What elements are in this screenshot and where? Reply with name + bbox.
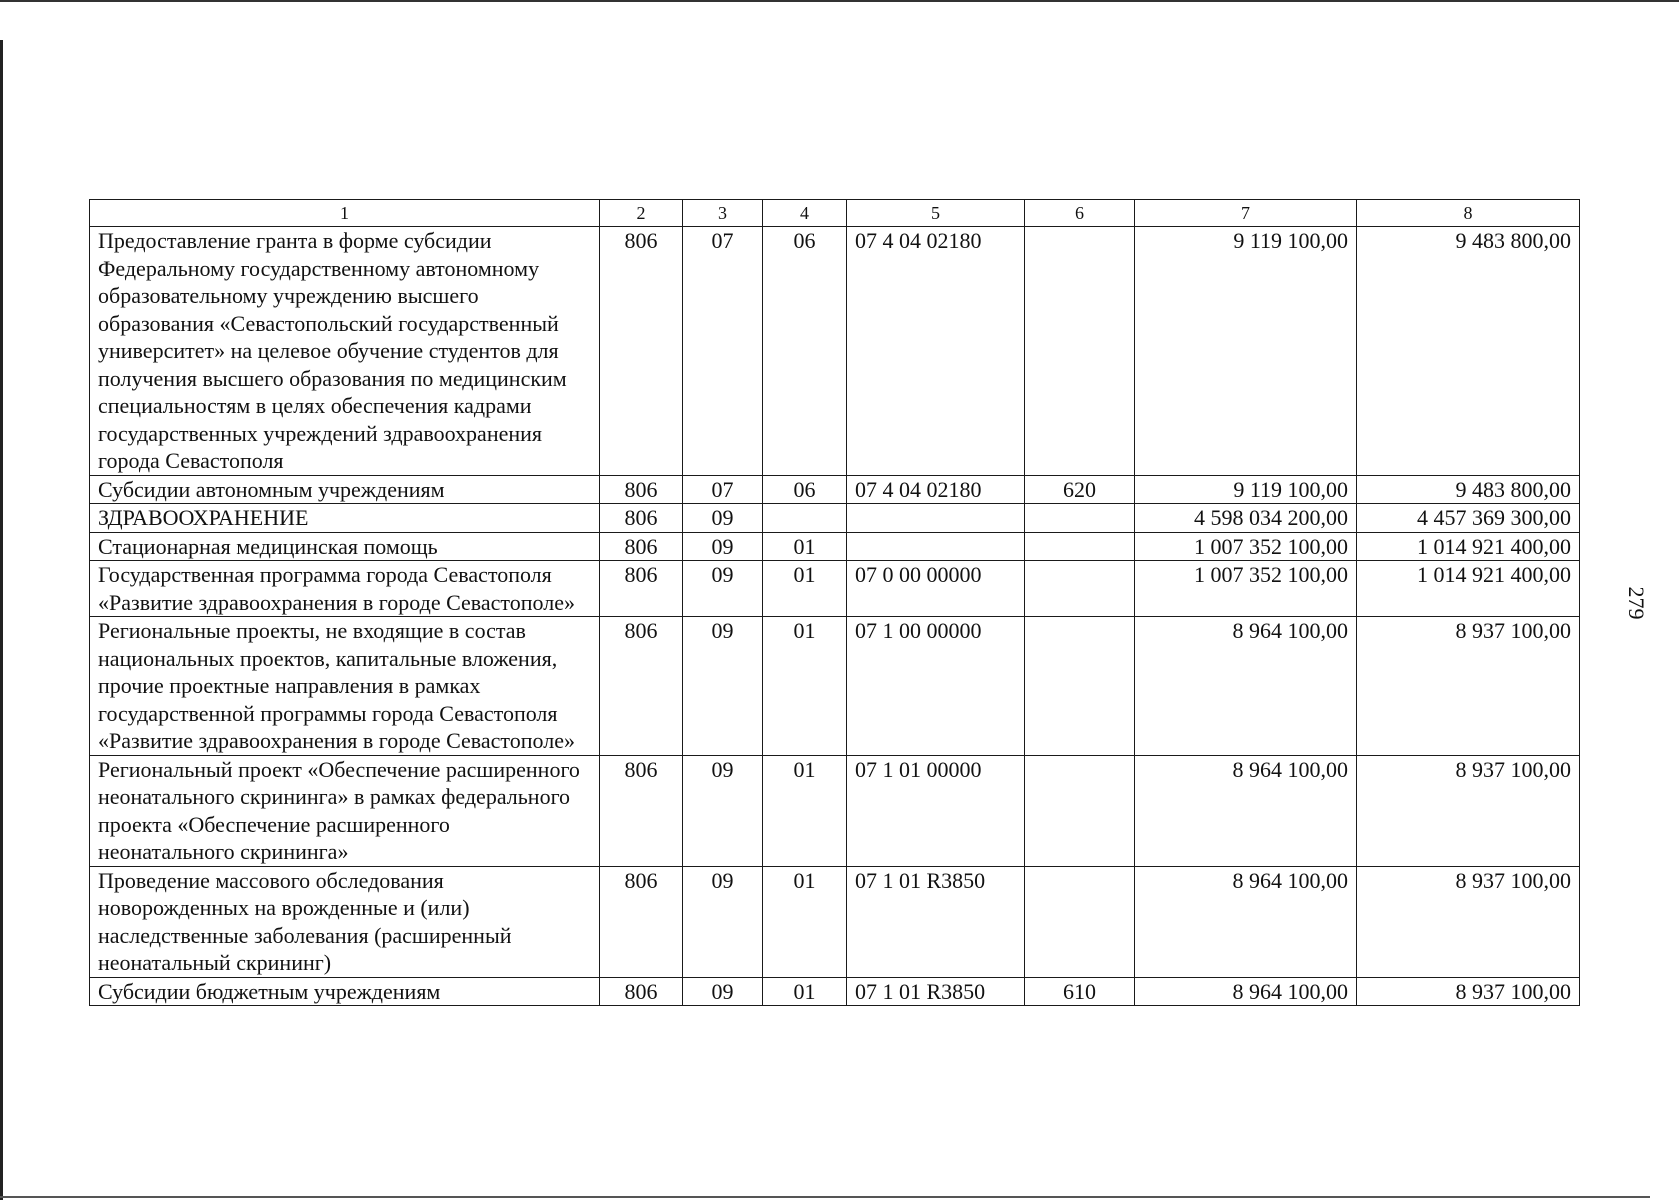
subsection-code: 01	[763, 532, 847, 561]
amount-col-8: 9 483 800,00	[1357, 227, 1580, 476]
amount-col-7: 8 964 100,00	[1135, 977, 1357, 1006]
amount-col-8: 8 937 100,00	[1357, 866, 1580, 977]
section-code: 09	[683, 977, 763, 1006]
expense-type-code	[1025, 504, 1135, 533]
table-row	[90, 227, 1580, 476]
expense-type-code	[1025, 617, 1135, 756]
section-code: 07	[683, 227, 763, 476]
subsection-code: 01	[763, 617, 847, 756]
amount-col-7: 4 598 034 200,00	[1135, 504, 1357, 533]
target-article-code: 07 1 01 R3850	[847, 977, 1025, 1006]
ministry-code: 806	[600, 977, 683, 1006]
table-row	[90, 532, 1580, 561]
row-name: Субсидии автономным учреждениям	[90, 475, 600, 504]
ministry-code: 806	[600, 532, 683, 561]
target-article-code: 07 1 01 R3850	[847, 866, 1025, 977]
row-name: Региональные проекты, не входящие в состав национальных проектов, капитальные вложения, прочие проектные направления в рамках государственной программы города Севастополя «Развитие здравоохранения в городе Севастополе»	[90, 617, 600, 756]
row-name: Государственная программа города Севастополя «Развитие здравоохранения в городе Севастополе»	[90, 561, 600, 617]
page-number: 279	[1624, 586, 1649, 620]
table-row	[90, 866, 1580, 977]
ministry-code: 806	[600, 227, 683, 476]
amount-col-7: 8 964 100,00	[1135, 755, 1357, 866]
column-header: 8	[1357, 200, 1580, 227]
column-header: 1	[90, 200, 600, 227]
subsection-code: 01	[763, 977, 847, 1006]
ministry-code: 806	[600, 504, 683, 533]
expense-type-code: 610	[1025, 977, 1135, 1006]
expense-type-code	[1025, 227, 1135, 476]
table-row	[90, 561, 1580, 617]
amount-col-7: 8 964 100,00	[1135, 866, 1357, 977]
table-row	[90, 475, 1580, 504]
amount-col-7: 9 119 100,00	[1135, 227, 1357, 476]
section-code: 07	[683, 475, 763, 504]
target-article-code	[847, 532, 1025, 561]
table-row	[90, 755, 1580, 866]
ministry-code: 806	[600, 475, 683, 504]
amount-col-8: 1 014 921 400,00	[1357, 561, 1580, 617]
scan-left-border	[0, 40, 3, 1200]
budget-table	[89, 199, 1580, 1006]
expense-type-code: 620	[1025, 475, 1135, 504]
amount-col-8: 8 937 100,00	[1357, 977, 1580, 1006]
target-article-code: 07 4 04 02180	[847, 227, 1025, 476]
row-name: Проведение массового обследования новорожденных на врожденные и (или) наследственные заболевания (расширенный неонатальный скрининг)	[90, 866, 600, 977]
section-code: 09	[683, 504, 763, 533]
row-name: ЗДРАВООХРАНЕНИЕ	[90, 504, 600, 533]
table-row	[90, 977, 1580, 1006]
ministry-code: 806	[600, 866, 683, 977]
column-header: 7	[1135, 200, 1357, 227]
column-header: 5	[847, 200, 1025, 227]
section-code: 09	[683, 866, 763, 977]
target-article-code: 07 0 00 00000	[847, 561, 1025, 617]
amount-col-8: 4 457 369 300,00	[1357, 504, 1580, 533]
subsection-code: 01	[763, 866, 847, 977]
column-header: 2	[600, 200, 683, 227]
scan-top-border	[0, 0, 1679, 2]
row-name: Стационарная медицинская помощь	[90, 532, 600, 561]
scan-bottom-border	[0, 1196, 1650, 1198]
ministry-code: 806	[600, 561, 683, 617]
subsection-code: 01	[763, 561, 847, 617]
subsection-code: 06	[763, 227, 847, 476]
row-name: Региональный проект «Обеспечение расширенного неонатального скрининга» в рамках федерального проекта «Обеспечение расширенного неонатального скрининга»	[90, 755, 600, 866]
amount-col-8: 8 937 100,00	[1357, 755, 1580, 866]
target-article-code	[847, 504, 1025, 533]
expense-type-code	[1025, 532, 1135, 561]
section-code: 09	[683, 617, 763, 756]
row-name: Предоставление гранта в форме субсидии Федеральному государственному автономному образовательному учреждению высшего образования «Севастопольский государственный университет» на целевое обучение студентов для получения высшего образования по медицинским специальностям в целях обеспечения кадрами государственных учреждений здравоохранения города Севастополя	[90, 227, 600, 476]
ministry-code: 806	[600, 755, 683, 866]
amount-col-8: 8 937 100,00	[1357, 617, 1580, 756]
amount-col-8: 1 014 921 400,00	[1357, 532, 1580, 561]
target-article-code: 07 1 00 00000	[847, 617, 1025, 756]
subsection-code	[763, 504, 847, 533]
column-header: 4	[763, 200, 847, 227]
expense-type-code	[1025, 866, 1135, 977]
column-header: 3	[683, 200, 763, 227]
section-code: 09	[683, 532, 763, 561]
ministry-code: 806	[600, 617, 683, 756]
expense-type-code	[1025, 561, 1135, 617]
subsection-code: 06	[763, 475, 847, 504]
expense-type-code	[1025, 755, 1135, 866]
subsection-code: 01	[763, 755, 847, 866]
section-code: 09	[683, 561, 763, 617]
row-name: Субсидии бюджетным учреждениям	[90, 977, 600, 1006]
amount-col-7: 8 964 100,00	[1135, 617, 1357, 756]
target-article-code: 07 1 01 00000	[847, 755, 1025, 866]
amount-col-7: 1 007 352 100,00	[1135, 561, 1357, 617]
amount-col-8: 9 483 800,00	[1357, 475, 1580, 504]
column-header: 6	[1025, 200, 1135, 227]
section-code: 09	[683, 755, 763, 866]
table-row	[90, 617, 1580, 756]
target-article-code: 07 4 04 02180	[847, 475, 1025, 504]
table-row	[90, 504, 1580, 533]
amount-col-7: 1 007 352 100,00	[1135, 532, 1357, 561]
column-number-row	[90, 200, 1580, 227]
amount-col-7: 9 119 100,00	[1135, 475, 1357, 504]
